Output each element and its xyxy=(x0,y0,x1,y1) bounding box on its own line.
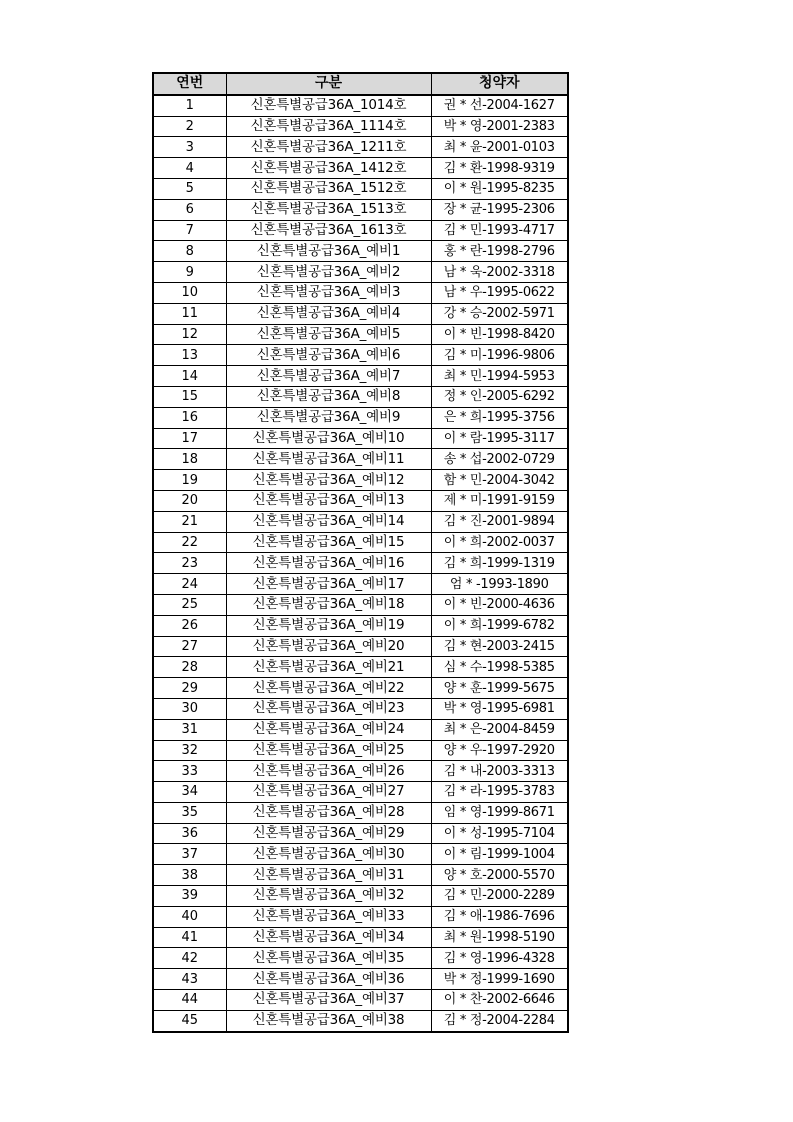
table-row xyxy=(153,865,568,886)
applicant-cell: 이 * 빈-2000-4636 xyxy=(431,594,568,615)
serial-number-cell: 14 xyxy=(153,366,226,387)
table-row xyxy=(153,158,568,179)
applicant-table xyxy=(152,72,569,1033)
serial-number-cell: 9 xyxy=(153,262,226,283)
table-row xyxy=(153,532,568,553)
serial-number-cell: 1 xyxy=(153,95,226,116)
table-row xyxy=(153,303,568,324)
category-cell: 신혼특별공급36A_예비36 xyxy=(226,969,431,990)
applicant-cell: 양 * 호-2000-5570 xyxy=(431,865,568,886)
applicant-cell: 강 * 승-2002-5971 xyxy=(431,303,568,324)
table-row xyxy=(153,927,568,948)
table-header-row xyxy=(153,73,568,95)
applicant-cell: 김 * 민-1993-4717 xyxy=(431,220,568,241)
serial-number-cell: 4 xyxy=(153,158,226,179)
serial-number-cell: 31 xyxy=(153,719,226,740)
serial-number-cell: 28 xyxy=(153,657,226,678)
applicant-cell: 이 * 원-1995-8235 xyxy=(431,178,568,199)
category-cell: 신혼특별공급36A_예비13 xyxy=(226,490,431,511)
applicant-cell: 이 * 희-2002-0037 xyxy=(431,532,568,553)
table-row xyxy=(153,740,568,761)
serial-number-cell: 12 xyxy=(153,324,226,345)
table-row xyxy=(153,262,568,283)
category-cell: 신혼특별공급36A_1513호 xyxy=(226,199,431,220)
serial-number-cell: 39 xyxy=(153,886,226,907)
serial-number-cell: 23 xyxy=(153,553,226,574)
applicant-cell: 이 * 희-1999-6782 xyxy=(431,615,568,636)
applicant-cell: 박 * 정-1999-1690 xyxy=(431,969,568,990)
header-category: 구분 xyxy=(226,73,431,95)
serial-number-cell: 29 xyxy=(153,678,226,699)
category-cell: 신혼특별공급36A_1412호 xyxy=(226,158,431,179)
serial-number-cell: 18 xyxy=(153,449,226,470)
serial-number-cell: 3 xyxy=(153,137,226,158)
table-row xyxy=(153,366,568,387)
serial-number-cell: 27 xyxy=(153,636,226,657)
applicant-cell: 이 * 빈-1998-8420 xyxy=(431,324,568,345)
category-cell: 신혼특별공급36A_예비5 xyxy=(226,324,431,345)
applicant-cell: 최 * 은-2004-8459 xyxy=(431,719,568,740)
category-cell: 신혼특별공급36A_예비22 xyxy=(226,678,431,699)
applicant-cell: 김 * 라-1995-3783 xyxy=(431,782,568,803)
category-cell: 신혼특별공급36A_1014호 xyxy=(226,95,431,116)
serial-number-cell: 36 xyxy=(153,823,226,844)
category-cell: 신혼특별공급36A_예비32 xyxy=(226,886,431,907)
category-cell: 신혼특별공급36A_예비26 xyxy=(226,761,431,782)
serial-number-cell: 8 xyxy=(153,241,226,262)
category-cell: 신혼특별공급36A_예비9 xyxy=(226,407,431,428)
category-cell: 신혼특별공급36A_예비16 xyxy=(226,553,431,574)
applicant-cell: 김 * 현-2003-2415 xyxy=(431,636,568,657)
category-cell: 신혼특별공급36A_예비38 xyxy=(226,1010,431,1031)
applicant-cell: 남 * 우-1995-0622 xyxy=(431,282,568,303)
table-row xyxy=(153,345,568,366)
table-row xyxy=(153,886,568,907)
serial-number-cell: 10 xyxy=(153,282,226,303)
applicant-cell: 남 * 욱-2002-3318 xyxy=(431,262,568,283)
serial-number-cell: 45 xyxy=(153,1010,226,1031)
applicant-cell: 엄 * -1993-1890 xyxy=(431,574,568,595)
applicant-cell: 양 * 우-1997-2920 xyxy=(431,740,568,761)
serial-number-cell: 38 xyxy=(153,865,226,886)
table-row xyxy=(153,698,568,719)
category-cell: 신혼특별공급36A_예비19 xyxy=(226,615,431,636)
applicant-cell: 이 * 찬-2002-6646 xyxy=(431,990,568,1011)
applicant-cell: 최 * 윤-2001-0103 xyxy=(431,137,568,158)
serial-number-cell: 20 xyxy=(153,490,226,511)
table-row xyxy=(153,324,568,345)
category-cell: 신혼특별공급36A_예비30 xyxy=(226,844,431,865)
header-serial-number: 연번 xyxy=(153,73,226,95)
serial-number-cell: 17 xyxy=(153,428,226,449)
table-row xyxy=(153,407,568,428)
table-row xyxy=(153,990,568,1011)
category-cell: 신혼특별공급36A_예비12 xyxy=(226,470,431,491)
serial-number-cell: 30 xyxy=(153,698,226,719)
applicant-cell: 김 * 영-1996-4328 xyxy=(431,948,568,969)
applicant-cell: 최 * 원-1998-5190 xyxy=(431,927,568,948)
applicant-cell: 최 * 민-1994-5953 xyxy=(431,366,568,387)
table-row xyxy=(153,574,568,595)
table-row xyxy=(153,428,568,449)
header-applicant: 청약자 xyxy=(431,73,568,95)
serial-number-cell: 33 xyxy=(153,761,226,782)
category-cell: 신혼특별공급36A_예비37 xyxy=(226,990,431,1011)
category-cell: 신혼특별공급36A_예비23 xyxy=(226,698,431,719)
serial-number-cell: 35 xyxy=(153,802,226,823)
applicant-cell: 임 * 영-1999-8671 xyxy=(431,802,568,823)
table-row xyxy=(153,636,568,657)
serial-number-cell: 37 xyxy=(153,844,226,865)
applicant-cell: 김 * 환-1998-9319 xyxy=(431,158,568,179)
applicant-cell: 이 * 람-1995-3117 xyxy=(431,428,568,449)
applicant-cell: 김 * 내-2003-3313 xyxy=(431,761,568,782)
applicant-cell: 송 * 섭-2002-0729 xyxy=(431,449,568,470)
category-cell: 신혼특별공급36A_예비18 xyxy=(226,594,431,615)
category-cell: 신혼특별공급36A_예비28 xyxy=(226,802,431,823)
table-row xyxy=(153,282,568,303)
category-cell: 신혼특별공급36A_예비7 xyxy=(226,366,431,387)
applicant-cell: 함 * 민-2004-3042 xyxy=(431,470,568,491)
table-row xyxy=(153,823,568,844)
category-cell: 신혼특별공급36A_예비15 xyxy=(226,532,431,553)
applicant-cell: 이 * 림-1999-1004 xyxy=(431,844,568,865)
applicant-cell: 김 * 희-1999-1319 xyxy=(431,553,568,574)
table-row xyxy=(153,241,568,262)
applicant-cell: 양 * 훈-1999-5675 xyxy=(431,678,568,699)
category-cell: 신혼특별공급36A_예비35 xyxy=(226,948,431,969)
category-cell: 신혼특별공급36A_예비2 xyxy=(226,262,431,283)
applicant-cell: 박 * 영-2001-2383 xyxy=(431,116,568,137)
serial-number-cell: 2 xyxy=(153,116,226,137)
table-row xyxy=(153,95,568,116)
table-row xyxy=(153,553,568,574)
serial-number-cell: 25 xyxy=(153,594,226,615)
category-cell: 신혼특별공급36A_예비17 xyxy=(226,574,431,595)
serial-number-cell: 44 xyxy=(153,990,226,1011)
applicant-cell: 이 * 성-1995-7104 xyxy=(431,823,568,844)
serial-number-cell: 6 xyxy=(153,199,226,220)
applicant-cell: 홍 * 란-1998-2796 xyxy=(431,241,568,262)
serial-number-cell: 26 xyxy=(153,615,226,636)
serial-number-cell: 15 xyxy=(153,386,226,407)
table-row xyxy=(153,657,568,678)
category-cell: 신혼특별공급36A_1512호 xyxy=(226,178,431,199)
category-cell: 신혼특별공급36A_예비29 xyxy=(226,823,431,844)
serial-number-cell: 16 xyxy=(153,407,226,428)
applicant-cell: 장 * 균-1995-2306 xyxy=(431,199,568,220)
table-row xyxy=(153,386,568,407)
table-row xyxy=(153,948,568,969)
applicant-cell: 김 * 미-1996-9806 xyxy=(431,345,568,366)
serial-number-cell: 22 xyxy=(153,532,226,553)
table-row xyxy=(153,220,568,241)
table-row xyxy=(153,137,568,158)
table-body xyxy=(153,95,568,1032)
applicant-cell: 심 * 수-1998-5385 xyxy=(431,657,568,678)
table-row xyxy=(153,906,568,927)
table-row xyxy=(153,615,568,636)
serial-number-cell: 42 xyxy=(153,948,226,969)
serial-number-cell: 21 xyxy=(153,511,226,532)
serial-number-cell: 5 xyxy=(153,178,226,199)
applicant-cell: 은 * 희-1995-3756 xyxy=(431,407,568,428)
category-cell: 신혼특별공급36A_예비10 xyxy=(226,428,431,449)
category-cell: 신혼특별공급36A_예비31 xyxy=(226,865,431,886)
category-cell: 신혼특별공급36A_예비6 xyxy=(226,345,431,366)
table-row xyxy=(153,844,568,865)
serial-number-cell: 34 xyxy=(153,782,226,803)
table-row xyxy=(153,470,568,491)
category-cell: 신혼특별공급36A_예비21 xyxy=(226,657,431,678)
table-row xyxy=(153,449,568,470)
serial-number-cell: 43 xyxy=(153,969,226,990)
applicant-cell: 김 * 애-1986-7696 xyxy=(431,906,568,927)
category-cell: 신혼특별공급36A_1613호 xyxy=(226,220,431,241)
applicant-cell: 김 * 정-2004-2284 xyxy=(431,1010,568,1031)
table-row xyxy=(153,802,568,823)
table-row xyxy=(153,969,568,990)
category-cell: 신혼특별공급36A_예비11 xyxy=(226,449,431,470)
category-cell: 신혼특별공급36A_1211호 xyxy=(226,137,431,158)
applicant-cell: 박 * 영-1995-6981 xyxy=(431,698,568,719)
category-cell: 신혼특별공급36A_예비14 xyxy=(226,511,431,532)
category-cell: 신혼특별공급36A_예비27 xyxy=(226,782,431,803)
category-cell: 신혼특별공급36A_예비3 xyxy=(226,282,431,303)
serial-number-cell: 32 xyxy=(153,740,226,761)
table-row xyxy=(153,782,568,803)
table-row xyxy=(153,719,568,740)
serial-number-cell: 13 xyxy=(153,345,226,366)
category-cell: 신혼특별공급36A_1114호 xyxy=(226,116,431,137)
table-row xyxy=(153,490,568,511)
serial-number-cell: 7 xyxy=(153,220,226,241)
table-row xyxy=(153,178,568,199)
applicant-cell: 김 * 진-2001-9894 xyxy=(431,511,568,532)
category-cell: 신혼특별공급36A_예비34 xyxy=(226,927,431,948)
applicant-cell: 권 * 선-2004-1627 xyxy=(431,95,568,116)
table-row xyxy=(153,1010,568,1031)
serial-number-cell: 24 xyxy=(153,574,226,595)
category-cell: 신혼특별공급36A_예비4 xyxy=(226,303,431,324)
table-row xyxy=(153,116,568,137)
category-cell: 신혼특별공급36A_예비25 xyxy=(226,740,431,761)
table-row xyxy=(153,678,568,699)
category-cell: 신혼특별공급36A_예비8 xyxy=(226,386,431,407)
table-row xyxy=(153,511,568,532)
applicant-cell: 김 * 민-2000-2289 xyxy=(431,886,568,907)
applicant-cell: 제 * 미-1991-9159 xyxy=(431,490,568,511)
applicant-cell: 정 * 인-2005-6292 xyxy=(431,386,568,407)
serial-number-cell: 40 xyxy=(153,906,226,927)
serial-number-cell: 41 xyxy=(153,927,226,948)
serial-number-cell: 11 xyxy=(153,303,226,324)
serial-number-cell: 19 xyxy=(153,470,226,491)
table-row xyxy=(153,199,568,220)
table-row xyxy=(153,761,568,782)
category-cell: 신혼특별공급36A_예비1 xyxy=(226,241,431,262)
category-cell: 신혼특별공급36A_예비20 xyxy=(226,636,431,657)
table-row xyxy=(153,594,568,615)
category-cell: 신혼특별공급36A_예비33 xyxy=(226,906,431,927)
category-cell: 신혼특별공급36A_예비24 xyxy=(226,719,431,740)
